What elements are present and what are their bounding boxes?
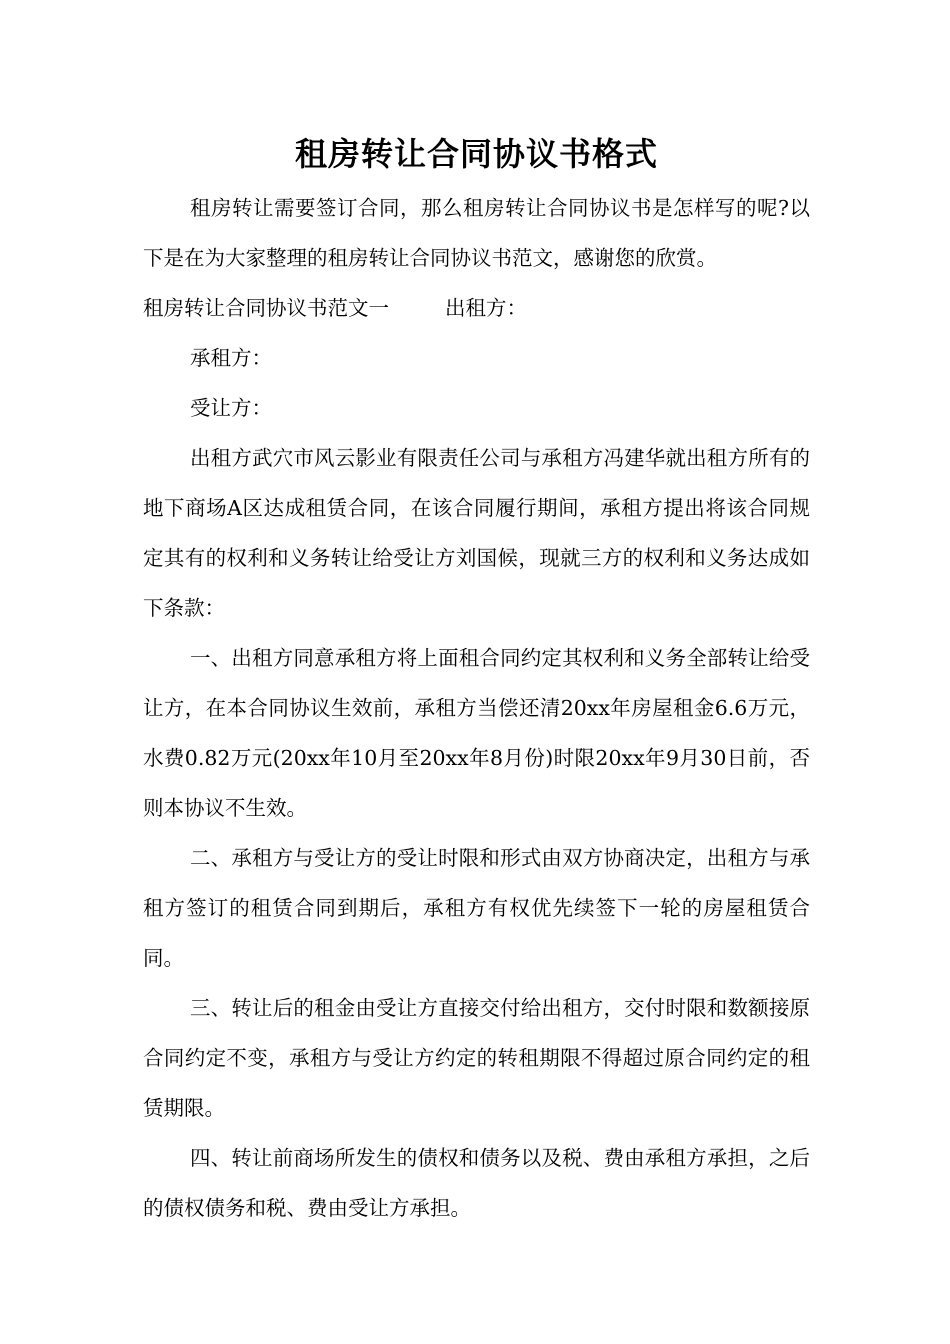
clause-1: 一、出租方同意承租方将上面租合同约定其权利和义务全部转让给受让方，在本合同协议生效前，承租方当偿还清20xx年房屋租金6.6万元，水费0.82万元(20xx年10月至20xx年8月份)时限20xx年9月30日前，否则本协议不生效。 <box>143 646 810 820</box>
clause-2: 二、承租方与受让方的受让时限和形式由双方协商决定，出租方与承租方签订的租赁合同到期后，承租方有权优先续签下一轮的房屋租赁合同。 <box>143 846 810 970</box>
document-title: 租房转让合同协议书格式 <box>294 135 658 173</box>
party-lessee-label: 承租方： <box>190 346 272 370</box>
sample-heading: 租房转让合同协议书范文一 <box>143 296 389 320</box>
preamble-paragraph: 出租方武穴市风云影业有限责任公司与承租方冯建华就出租方所有的地下商场A区达成租赁合同，在该合同履行期间，承租方提出将该合同规定其有的权利和义务转让给受让方刘国候，现就三方的权利和义务达成如下条款： <box>143 446 810 620</box>
intro-paragraph: 租房转让需要签订合同，那么租房转让合同协议书是怎样写的呢?以下是在为大家整理的租房转让合同协议书范文，感谢您的欣赏。 <box>143 196 810 270</box>
document-body <box>143 125 810 1233</box>
clause-3: 三、转让后的租金由受让方直接交付给出租方，交付时限和数额接原合同约定不变，承租方与受让方约定的转租期限不得超过原合同约定的租赁期限。 <box>143 996 810 1120</box>
sample-heading-row <box>143 283 810 333</box>
party-lessor-label: 出租方： <box>445 296 527 320</box>
clause-4: 四、转让前商场所发生的债权和债务以及税、费由承租方承担，之后的债权债务和税、费由受让方承担。 <box>143 1146 810 1220</box>
party-transferee-label: 受让方： <box>190 396 272 420</box>
